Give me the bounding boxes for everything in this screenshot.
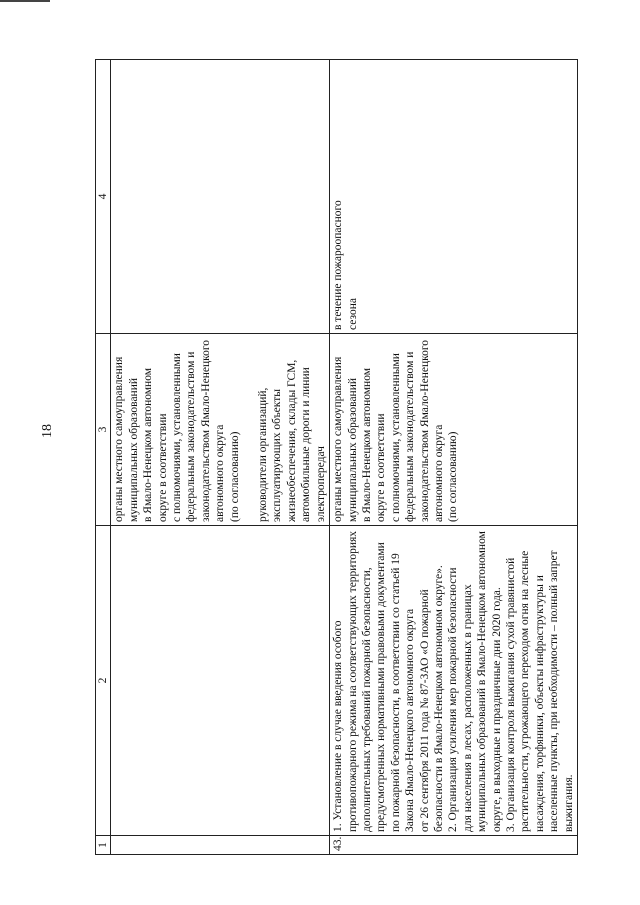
page-number: 18 [40,424,55,438]
text-line: (по согласованию) [228,431,241,522]
row-number-cell: 43. [330,836,578,855]
table-row-43 [330,60,578,855]
text-line: округе в соответствии [375,413,388,522]
text-line: муниципальных образований в Ямало-Ненецком автономном [476,531,489,832]
text-line: по пожарной безопасности, в соответствии со статьей 19 [389,553,402,832]
top-edge-rule [0,0,50,2]
text-line: округе, в выходные и праздничные дни 2020 года. [490,587,503,832]
measures-table [95,59,578,855]
text-line: 2. Организация усиления мер пожарной безопасности [447,567,460,832]
header-cell-2: 2 [96,526,111,836]
text-line: электропередач [314,446,327,522]
text-line: населенные пункты, при необходимости – полный запрет [548,550,561,832]
text-line: в течение пожароопасного [332,200,345,330]
continuation-responsible-cell [111,334,330,526]
text-line: муниципальных образований [127,377,140,522]
responsible-cell [330,334,578,526]
text-line: 3. Организация контроля выжигания сухой травянистой [504,557,517,832]
measure-description-cell [330,526,578,836]
table-row-continuation [111,60,330,855]
text-line: автономного округа [432,424,445,522]
responsible-block-1 [112,337,242,522]
text-line: растительности, угрожающего переходом огня на лесные [519,550,532,832]
text-line: эксплуатирующих объекты [271,389,284,522]
header-cell-3: 3 [96,334,111,526]
continuation-deadline-cell [111,60,330,334]
text-line: законодательством Ямало-Ненецкого [418,339,431,522]
text-line: федеральным законодательством и [185,351,198,522]
text-line: жизнеобеспечения, склады ГСМ, [285,359,298,522]
text-line: насаждения, торфяники, объекты инфраструктуры и [533,575,546,832]
text-line: дополнительных требований пожарной безопасности, [360,567,373,832]
text-line: в Ямало-Ненецком автономном [142,367,155,522]
text-line: округе в соответствии [156,413,169,522]
text-line: органы местного самоуправления [113,356,126,522]
text-line: в Ямало-Ненецком автономном [360,367,373,522]
table-header-row [96,60,111,855]
text-line: законодательством Ямало-Ненецкого [199,339,212,522]
responsible-block-2 [256,337,328,522]
text-line: федеральным законодательством и [404,351,417,522]
rotated-table-container [95,60,575,855]
text-line: сезона [346,298,359,330]
text-line: для населения в лесах, расположенных в границах [461,584,474,832]
text-line: безопасности в Ямало-Ненецком автономном округе». [432,565,445,832]
text-line: органы местного самоуправления [332,356,345,522]
text-line: (по согласованию) [447,431,460,522]
continuation-num-cell [111,836,330,855]
text-line: муниципальных образований [346,377,359,522]
header-cell-1: 1 [96,836,111,855]
text-line: с полномочиями, установленными [171,353,184,522]
text-line: автомобильные дороги и линии [300,367,313,522]
text-line: Закона Ямало-Ненецкого автономного округа [404,608,417,832]
text-line: выжигания. [562,774,575,832]
text-line: с полномочиями, установленными [389,353,402,522]
header-cell-4: 4 [96,60,111,334]
continuation-measure-cell [111,526,330,836]
text-line: 1. Установление в случае введения особого [332,620,345,832]
text-line: от 26 сентября 2011 года № 87-ЗАО «О пожарной [418,589,431,832]
text-line: противопожарного режима на соответствующих территориях [346,530,359,832]
deadline-cell [330,60,578,334]
text-line: руководители организаций, [257,387,270,522]
text-line: предусмотренных нормативными правовыми документами [375,542,388,832]
block-spacer [242,337,256,522]
text-line: автономного округа [214,424,227,522]
